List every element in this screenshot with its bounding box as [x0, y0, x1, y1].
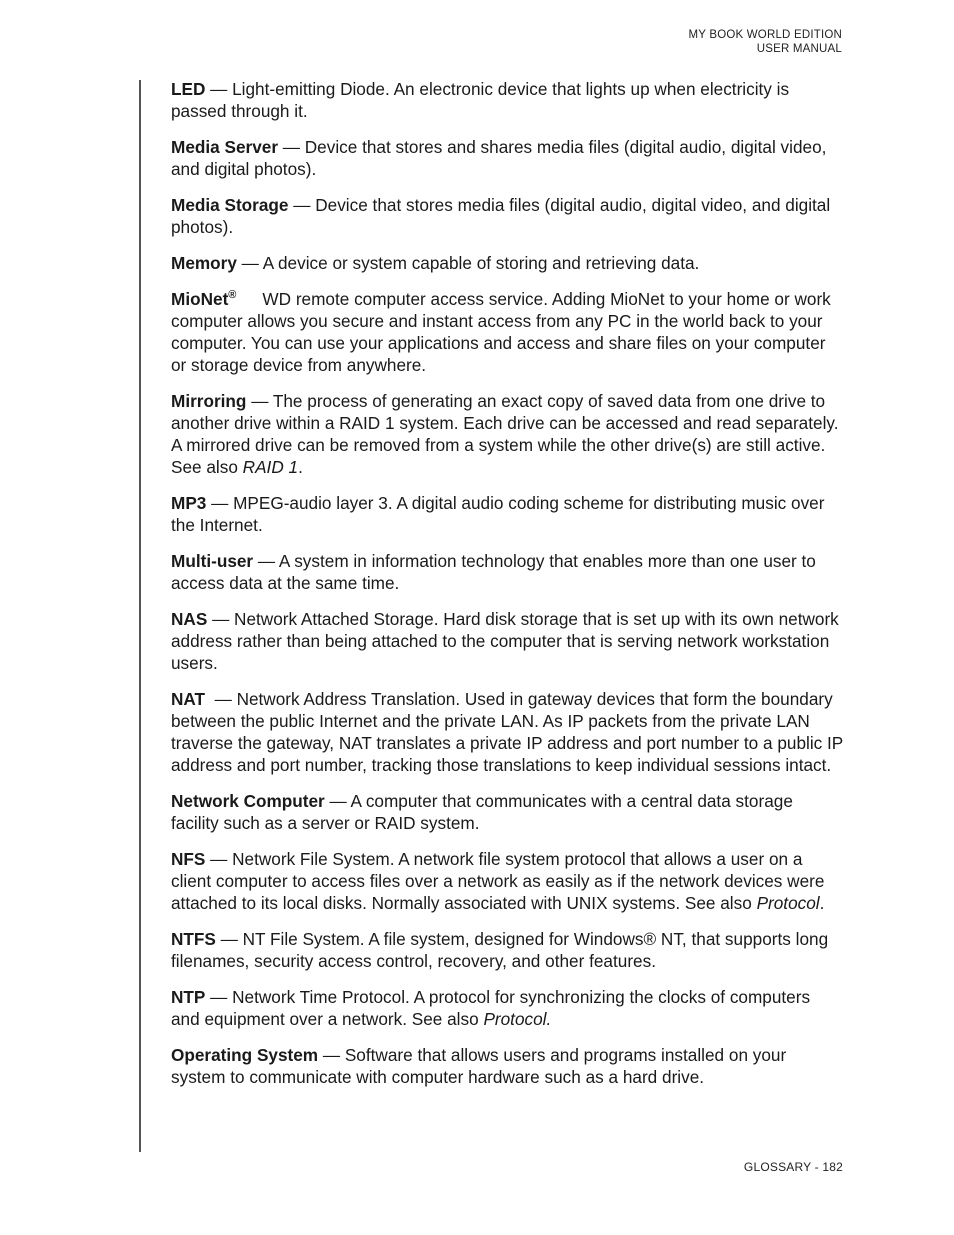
cross-reference: RAID 1: [242, 457, 299, 477]
glossary-entry: [171, 928, 843, 972]
glossary-definition: Device that stores and shares media files (digital audio, digital video, and digital photos).: [171, 137, 827, 179]
glossary-term-text: NAT: [171, 689, 206, 709]
glossary-separator: —: [207, 609, 235, 629]
glossary-definition: WD remote computer access service. Adding MioNet to your home or work computer allows you secure and instant access from any PC in the world back to your computer. You can use your applications and access and share files on your computer or storage device from anywhere.: [171, 289, 831, 375]
glossary-tail: .: [819, 893, 825, 913]
glossary-definition: The process of generating an exact copy of saved data from one drive to another drive within a RAID 1 system. Each drive can be accessed and read separately. A mirrored drive can be removed from a system while the other drive(s) are still active. See also: [171, 391, 839, 477]
glossary-term: [171, 791, 325, 811]
glossary-term-text: NTFS: [171, 929, 216, 949]
glossary-term: [171, 289, 236, 309]
glossary-definition: Light-emitting Diode. An electronic device that lights up when electricity is passed through it.: [171, 79, 790, 121]
glossary-term-text: Memory: [171, 253, 237, 273]
glossary-definition: Network Attached Storage. Hard disk storage that is set up with its own network address rather than being attached to the computer that is serving network workstation users.: [171, 609, 839, 673]
glossary-definition: Network File System. A network file system protocol that allows a user on a client computer to access files over a network as easily as if the network devices were attached to its local disks. Normally associated with UNIX systems. See also: [171, 849, 825, 913]
glossary-term: [171, 849, 205, 869]
header-subtitle: USER MANUAL: [756, 43, 842, 55]
glossary-term: [171, 79, 205, 99]
margin-rule: [139, 80, 141, 1152]
glossary-term-text: NAS: [171, 609, 208, 629]
glossary-separator: —: [253, 551, 279, 571]
glossary-term-text: LED: [171, 79, 206, 99]
glossary-term: [171, 987, 205, 1007]
glossary-separator: —: [205, 79, 233, 99]
page-header: [688, 28, 842, 56]
glossary-tail: .: [298, 457, 303, 477]
glossary-term: [171, 493, 206, 513]
glossary-term: [171, 551, 253, 571]
glossary-term-text: MioNet: [171, 289, 229, 309]
glossary-entry: [171, 78, 843, 122]
glossary-term: [171, 929, 216, 949]
glossary-definition: MPEG-audio layer 3. A digital audio coding scheme for distributing music over the Internet.: [171, 493, 825, 535]
glossary-separator: —: [318, 1045, 345, 1065]
glossary-separator: —: [278, 137, 305, 157]
glossary-entry: [171, 848, 843, 914]
glossary-entry: [171, 550, 843, 594]
glossary-definition: A system in information technology that enables more than one user to access data at the same time.: [171, 551, 816, 593]
glossary-term: [171, 609, 207, 629]
glossary-term-text: Mirroring: [171, 391, 247, 411]
glossary-definition: A computer that communicates with a central data storage facility such as a server or RAID system.: [171, 791, 793, 833]
glossary-separator: —: [215, 929, 243, 949]
glossary-separator: —: [205, 689, 237, 709]
glossary-entry: [171, 136, 843, 180]
glossary-term-text: Media Server: [171, 137, 279, 157]
glossary-term-text: MP3: [171, 493, 207, 513]
glossary-entry: [171, 986, 843, 1030]
glossary-entry: [171, 194, 843, 238]
glossary-definition: Software that allows users and programs installed on your system to communicate with computer hardware such as a hard drive.: [171, 1045, 787, 1087]
glossary-separator: —: [205, 987, 233, 1007]
glossary-separator: —: [246, 391, 273, 411]
glossary-definition: Device that stores media files (digital audio, digital video, and digital photos).: [171, 195, 831, 237]
glossary-term: [171, 137, 278, 157]
glossary-separator: —: [324, 791, 351, 811]
glossary-term: [171, 253, 237, 273]
cross-reference: Protocol.: [483, 1009, 552, 1029]
glossary-separator: —: [205, 849, 233, 869]
glossary-term: [171, 391, 246, 411]
glossary-entry: [171, 688, 843, 776]
glossary-entry: [171, 390, 843, 478]
cross-reference: Protocol: [756, 893, 820, 913]
glossary-term-text: Media Storage: [171, 195, 289, 215]
glossary-term-text: NTP: [171, 987, 206, 1007]
glossary-term-text: Operating System: [171, 1045, 319, 1065]
glossary-definition: Network Time Protocol. A protocol for synchronizing the clocks of computers and equipment over a network. See also: [171, 987, 811, 1029]
glossary-term-text: Network Computer: [171, 791, 325, 811]
glossary-entry: [171, 288, 843, 376]
glossary-definition: Network Address Translation. Used in gateway devices that form the boundary between the public Internet and the private LAN. As IP packets from the private LAN traverse the gateway, NAT translates a private IP address and port number to a public IP address and port number, tracking those translations to keep individual sessions intact.: [171, 689, 843, 775]
registered-mark: ®: [228, 289, 237, 301]
glossary-entry: [171, 790, 843, 834]
glossary-list: [171, 78, 843, 1102]
glossary-term-text: NFS: [171, 849, 206, 869]
glossary-entry: [171, 1044, 843, 1088]
glossary-definition: NT File System. A file system, designed for Windows® NT, that supports long filenames, security access control, recovery, and other features.: [171, 929, 829, 971]
glossary-separator: —: [236, 253, 263, 273]
glossary-separator: —: [206, 493, 234, 513]
page-footer: GLOSSARY - 182: [743, 1160, 843, 1174]
glossary-entry: [171, 608, 843, 674]
glossary-term: [171, 195, 288, 215]
glossary-definition: A device or system capable of storing and retrieving data.: [262, 253, 700, 273]
glossary-term: [171, 689, 205, 709]
header-title: MY BOOK WORLD EDITION: [688, 29, 842, 41]
glossary-term-text: Multi-user: [171, 551, 254, 571]
glossary-entry: [171, 252, 843, 274]
glossary-term: [171, 1045, 318, 1065]
glossary-entry: [171, 492, 843, 536]
glossary-separator: —: [288, 195, 316, 215]
